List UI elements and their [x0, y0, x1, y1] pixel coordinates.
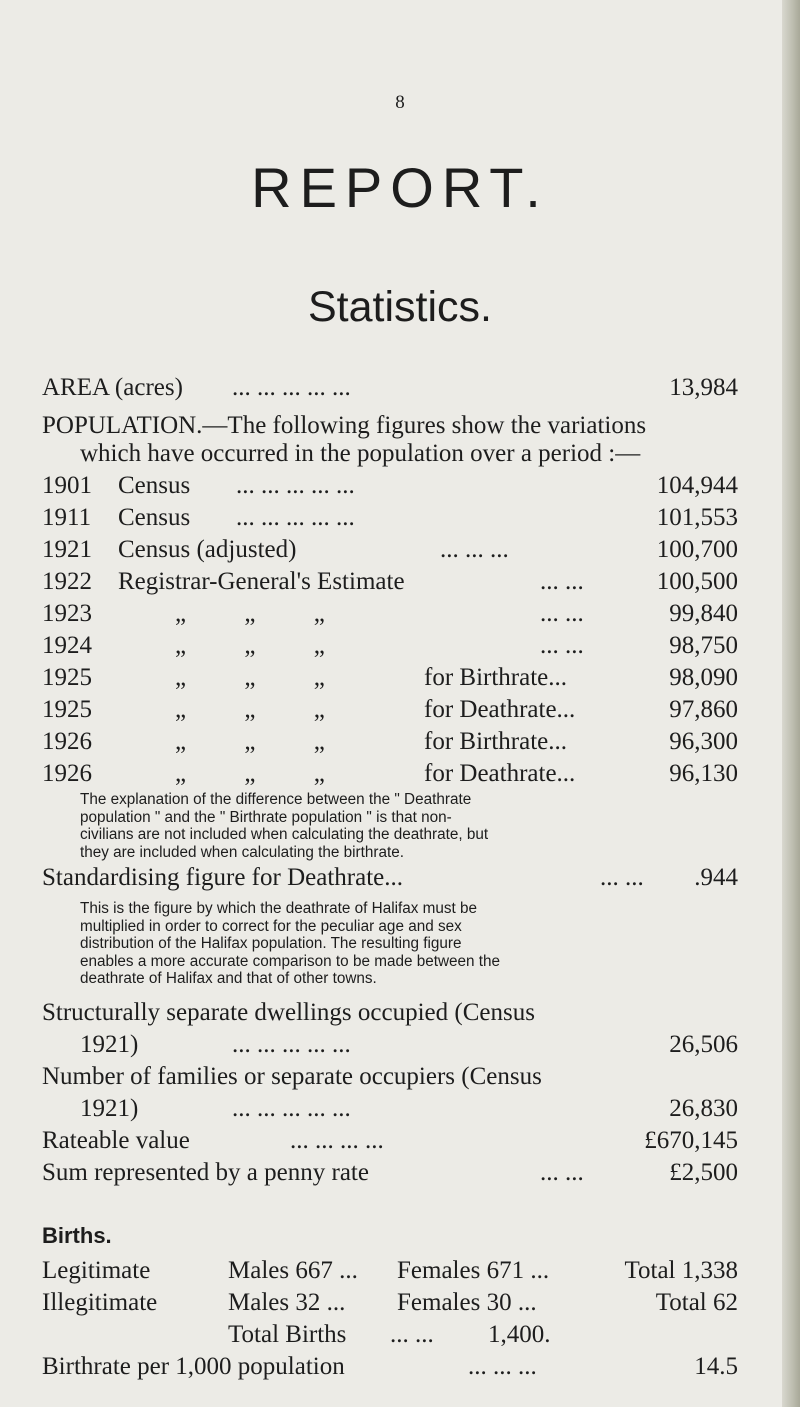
row-year: 1924	[42, 632, 92, 659]
penny-rate-dots: ... ...	[540, 1159, 584, 1186]
row-dots: ... ...	[540, 632, 584, 659]
row-qualifier: for Deathrate...	[424, 760, 576, 787]
total-births-label: Total Births	[228, 1321, 347, 1348]
families-line1: Number of families or separate occupiers (Census	[42, 1063, 542, 1090]
penny-rate-value: £2,500	[669, 1159, 738, 1186]
row-label: Census	[118, 504, 191, 531]
area-label: AREA (acres)	[42, 374, 183, 401]
dwellings-line1: Structurally separate dwellings occupied (Census	[42, 999, 535, 1026]
note-line: civilians are not included when calculating the deathrate, but	[80, 826, 489, 843]
families-dots: ... ... ... ... ...	[232, 1095, 351, 1122]
row-value: 99,840	[669, 600, 738, 627]
row-dots: ... ... ...	[440, 536, 509, 563]
row-qualifier: for Birthrate...	[424, 664, 568, 691]
dwellings-year: 1921)	[80, 1031, 139, 1058]
row-value: 97,860	[669, 696, 738, 723]
illegitimate-label: Illegitimate	[42, 1289, 158, 1316]
total-births-dots: ... ...	[390, 1321, 434, 1348]
row-value: 101,553	[656, 504, 738, 531]
note-line: population " and the " Birthrate population " is that non-	[80, 808, 452, 826]
row-year: 1926	[42, 728, 92, 755]
report-heading: REPORT.	[251, 156, 549, 219]
note-line: multiplied in order to correct for the peculiar age and sex	[80, 917, 462, 935]
row-label: Census	[118, 472, 191, 499]
birthrate-dots: ... ... ...	[468, 1353, 537, 1380]
note-line: enables a more accurate comparison to be made between the	[80, 952, 501, 970]
note-line: deathrate of Halifax and that of other towns.	[80, 970, 377, 987]
illegitimate-females: Females 30 ...	[397, 1289, 537, 1316]
row-value: 96,300	[669, 728, 738, 755]
row-ditto: „ „ „	[175, 664, 325, 691]
row-year: 1923	[42, 600, 92, 627]
rateable-label: Rateable value	[42, 1127, 190, 1154]
row-year: 1911	[42, 504, 92, 531]
population-intro-line2: which have occurred in the population over a period :—	[80, 440, 641, 467]
row-year: 1922	[42, 568, 92, 595]
dwellings-value: 26,506	[669, 1031, 738, 1058]
row-label: Census (adjusted)	[118, 536, 297, 563]
row-ditto: „ „ „	[175, 696, 325, 723]
area-value: 13,984	[669, 374, 738, 401]
row-value: 98,090	[669, 664, 738, 691]
standardising-note	[80, 900, 500, 988]
illegitimate-males: Males 32 ...	[228, 1289, 346, 1316]
population-note	[80, 791, 488, 861]
row-dots: ... ...	[540, 568, 584, 595]
standardising-label: Standardising figure for Deathrate...	[42, 864, 403, 891]
births-heading: Births.	[42, 1223, 112, 1248]
row-qualifier: for Deathrate...	[424, 696, 576, 723]
birthrate-label: Birthrate per 1,000 population	[42, 1353, 345, 1380]
note-line: This is the figure by which the deathrate of Halifax must be	[80, 900, 478, 917]
row-value: 98,750	[669, 632, 738, 659]
birthrate-value: 14.5	[694, 1353, 738, 1380]
row-ditto: „ „ „	[175, 728, 325, 755]
note-line: they are included when calculating the birthrate.	[80, 843, 404, 861]
row-ditto: „ „ „	[175, 632, 325, 659]
row-year: 1901	[42, 472, 92, 499]
dwellings-dots: ... ... ... ... ...	[232, 1031, 351, 1058]
row-ditto: „ „ „	[175, 760, 325, 787]
note-line: distribution of the Halifax population. The resulting figure	[80, 935, 462, 952]
row-value: 100,500	[656, 568, 738, 595]
row-dots: ... ...	[540, 600, 584, 627]
row-dots: ... ... ... ... ...	[236, 472, 355, 499]
row-year: 1921	[42, 536, 92, 563]
statistics-heading: Statistics.	[308, 283, 492, 331]
row-qualifier: for Birthrate...	[424, 728, 568, 755]
illegitimate-total: Total 62	[655, 1289, 738, 1316]
row-value: 104,944	[656, 472, 738, 499]
penny-rate-label: Sum represented by a penny rate	[42, 1159, 369, 1186]
families-year: 1921)	[80, 1095, 139, 1122]
page-number: 8	[395, 92, 405, 113]
population-intro-line1: POPULATION.—The following figures show the variations	[42, 412, 647, 439]
legitimate-label: Legitimate	[42, 1257, 151, 1284]
standardising-dots: ... ...	[600, 864, 644, 891]
legitimate-total: Total 1,338	[624, 1257, 738, 1284]
legitimate-females: Females 671 ...	[397, 1257, 550, 1284]
row-year: 1925	[42, 664, 92, 691]
row-ditto: „ „ „	[175, 600, 325, 627]
legitimate-males: Males 667 ...	[228, 1257, 358, 1284]
row-year: 1925	[42, 696, 92, 723]
row-dots: ... ... ... ... ...	[236, 504, 355, 531]
row-value: 96,130	[669, 760, 738, 787]
area-dots: ... ... ... ... ...	[232, 374, 351, 401]
families-value: 26,830	[669, 1095, 738, 1122]
standardising-value: .944	[694, 864, 738, 891]
rateable-dots: ... ... ... ...	[290, 1127, 384, 1154]
row-year: 1926	[42, 760, 92, 787]
row-label: Registrar-General's Estimate	[118, 568, 405, 595]
total-births-value: 1,400.	[488, 1321, 551, 1348]
row-value: 100,700	[656, 536, 738, 563]
note-line: The explanation of the difference between the " Deathrate	[80, 791, 472, 808]
rateable-value: £670,145	[644, 1127, 738, 1154]
